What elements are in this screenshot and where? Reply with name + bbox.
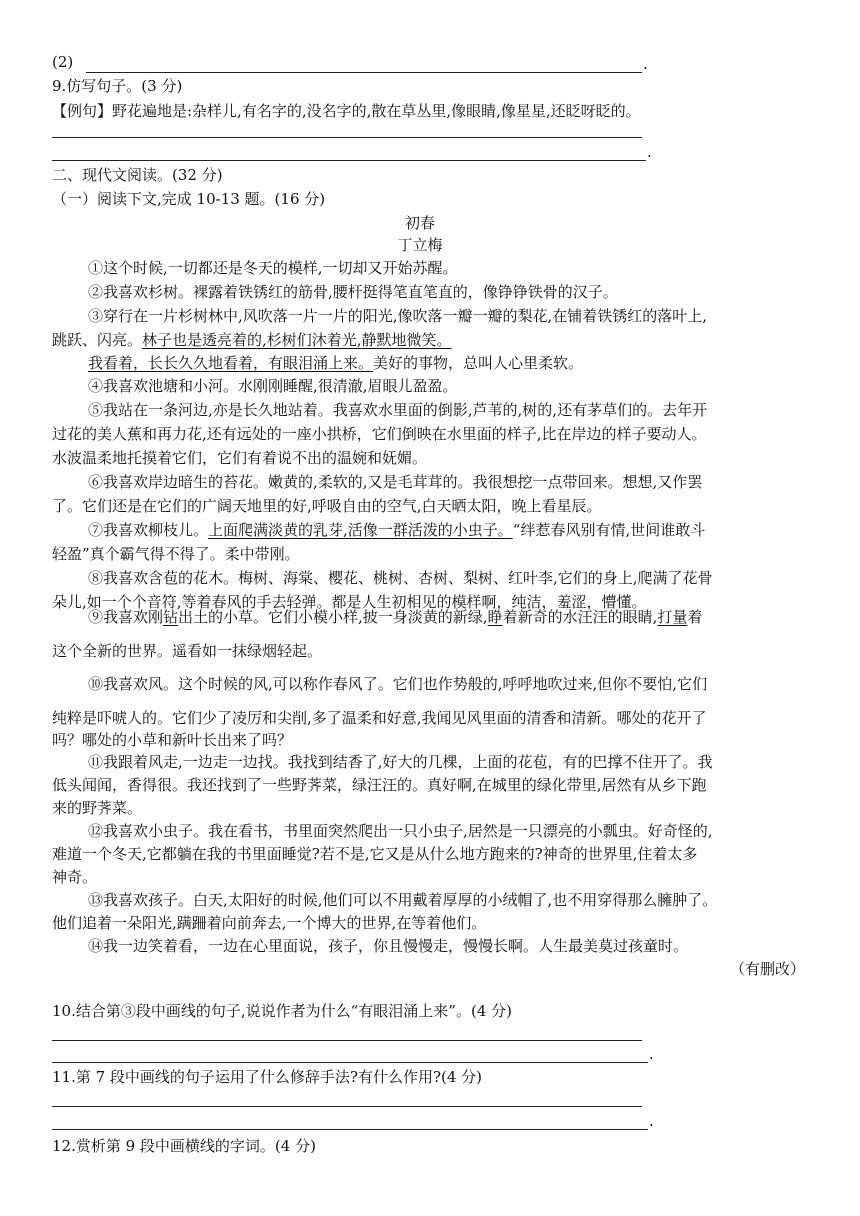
paragraph-3b: [88, 352, 583, 374]
answer-line[interactable]: [52, 137, 642, 138]
paragraph-12-line: 难道一个冬天,它都躺在我的书里面睡觉?若不是,它又是从什么地方跑来的?神奇的世界里,住着太多: [52, 845, 698, 863]
paragraph-7-line: [88, 519, 705, 541]
paragraph-9-line: [88, 606, 702, 628]
answer-end-dot: .: [647, 143, 652, 161]
paragraph-text: ⑨我喜欢刚: [88, 608, 164, 626]
underlined-sentence: 上面爬满淡黄的乳芽,活像一群活泼的小虫子。: [208, 521, 513, 539]
paragraph-11-line: 低头闻闻，香得很。我还找到了一些野荠菜，绿汪汪的。真好啊,在城里的绿化带里,居然有从乡下跑: [52, 776, 707, 794]
paragraph-text: 出土的小草。它们小模小样,披一身淡黄的新绿,: [178, 608, 488, 626]
paragraph-13-line: ⑬我喜欢孩子。白天,太阳好的时候,他们可以不用戴着厚厚的小绒帽了,也不用穿得那么臃肿了。: [88, 891, 718, 909]
answer-end-dot: .: [649, 1112, 654, 1130]
paragraph-5-line: 过花的美人蕉和再力花,还有远处的一座小拱桥，它们倒映在水里面的样子,比在岸边的样子要动人。: [52, 425, 707, 443]
q9-example: 【例句】野花遍地是:杂样儿,有名字的,没名字的,散在草丛里,像眼睛,像星星,还眨呀眨的。: [52, 102, 641, 120]
answer-line[interactable]: [52, 1040, 642, 1041]
paragraph-11-line: 来的野荠菜。: [52, 799, 143, 817]
paragraph-7-line: 轻盈”真个霸气得不得了。柔中带刚。: [52, 545, 300, 563]
paragraph-3-line: ③穿行在一片杉树林中,风吹落一片一片的阳光,像吹落一瓣一瓣的梨花,在铺着铁锈红的落叶上,: [88, 307, 708, 325]
q12-title: 12.赏析第 9 段中画横线的字词。(4 分): [52, 1137, 316, 1155]
paragraph-6-line: 了。它们还是在它们的广阔天地里的好,呼吸自由的空气,白天晒太阳，晚上看星辰。: [52, 497, 602, 515]
answer-number: (2): [52, 53, 74, 71]
underlined-sentence: 我看着，长长久久地看着，有眼泪涌上来。: [88, 354, 374, 372]
paragraph-2: ②我喜欢杉树。裸露着铁锈红的筋骨,腰杆挺得笔直笔直的，像铮铮铁骨的汉子。: [88, 283, 618, 301]
answer-end-dot: .: [649, 1045, 654, 1063]
q9-title: 9.仿写句子。(3 分): [52, 77, 183, 95]
paragraph-12-line: ⑫我喜欢小虫子。我在看书，书里面突然爬出一只小虫子,居然是一只漂亮的小瓢虫。好奇怪的,: [88, 822, 713, 840]
underlined-word: 睁: [487, 608, 503, 626]
underlined-sentence: 林子也是透亮着的,杉树们沐着光,静默地微笑。: [142, 331, 452, 349]
paragraph-3-line: [52, 329, 452, 351]
paragraph-4: ④我喜欢池塘和小河。水刚刚睡醒,很清澈,眉眼儿盈盈。: [88, 377, 458, 395]
underlined-word: 钻: [163, 608, 179, 626]
underlined-word: 打量: [657, 608, 688, 626]
answer-line[interactable]: [52, 160, 646, 161]
section-title: 二、现代文阅读。(32 分): [52, 166, 223, 184]
paragraph-text: 着: [687, 608, 703, 626]
subsection-title: （一）阅读下文,完成 10-13 题。(16 分): [52, 190, 326, 208]
paragraph-10-line: 纯粹是吓唬人的。它们少了凌厉和尖削,多了温柔和好意,我闻见风里面的清香和清新。哪处的花开了: [52, 709, 707, 727]
paragraph-text: “绊惹春风别有情,世间谁敢斗: [512, 521, 706, 539]
article-title: 初春: [404, 214, 435, 232]
paragraph-10-line: ⑩我喜欢风。这个时候的风,可以称作春风了。它们也作势般的,呼呼地吹过来,但你不要怕,它们: [88, 675, 708, 693]
paragraph-11-line: ⑪我跟着风走,一边走一边找。我找到结香了,好大的几棵，上面的花苞，有的巴撑不住开了。我: [88, 753, 713, 771]
answer-line[interactable]: [52, 1062, 648, 1063]
paragraph-text: 跳跃、闪亮。: [52, 331, 143, 349]
answer-end-dot: .: [643, 55, 648, 73]
answer-line[interactable]: [52, 1129, 648, 1130]
paragraph-5-line: ⑤我站在一条河边,亦是长久地站着。我喜欢水里面的倒影,芦苇的,树的,还有茅草们的。去年开: [88, 401, 708, 419]
paragraph-8-line: 朵儿,如一个个音符,等着春风的手去轻弹。都是人生初相见的模样啊，纯洁，羞涩，懵懂。: [52, 593, 647, 611]
paragraph-text: ⑦我喜欢柳枝儿。: [88, 521, 209, 539]
q10-title: 10.结合第③段中画线的句子,说说作者为什么“有眼泪涌上来”。(4 分): [52, 1002, 512, 1020]
paragraph-13-line: 他们追着一朵阳光,蹒跚着向前奔去,一个博大的世界,在等着他们。: [52, 914, 487, 932]
paragraph-10-line: 吗？哪处的小草和新叶长出来了吗？: [52, 731, 293, 749]
paragraph-text: 着新奇的水汪汪的眼睛,: [502, 608, 658, 626]
answer-line[interactable]: [86, 72, 642, 73]
paragraph-8-line: ⑧我喜欢含苞的花木。梅树、海棠、樱花、桃树、杏树、梨树、红叶李,它们的身上,爬满了花骨: [88, 569, 713, 587]
paragraph-text: 美好的事物，总叫人心里柔软。: [373, 354, 584, 372]
paragraph-9-line: 这个全新的世界。遥看如一抹绿烟轻起。: [52, 642, 323, 660]
paragraph-5-line: 水波温柔地托摸着它们，它们有着说不出的温婉和妩媚。: [52, 449, 428, 467]
q11-title: 11.第 7 段中画线的句子运用了什么修辞手法?有什么作用?(4 分): [52, 1068, 483, 1086]
paragraph-6-line: ⑥我喜欢岸边暗生的苔花。嫩黄的,柔软的,又是毛茸茸的。我很想挖一点带回来。想想,又作罢: [88, 473, 703, 491]
edit-note: （有删改）: [730, 960, 806, 978]
paragraph-1: ①这个时候,一切都还是冬天的模样,一切却又开始苏醒。: [88, 259, 458, 277]
article-author: 丁立梅: [397, 236, 443, 254]
paragraph-12-line: 神奇。: [52, 868, 98, 886]
paragraph-14: ⑭我一边笑着看，一边在心里面说，孩子，你且慢慢走，慢慢长啊。人生最美莫过孩童时。: [88, 937, 689, 955]
answer-line[interactable]: [52, 1106, 642, 1107]
